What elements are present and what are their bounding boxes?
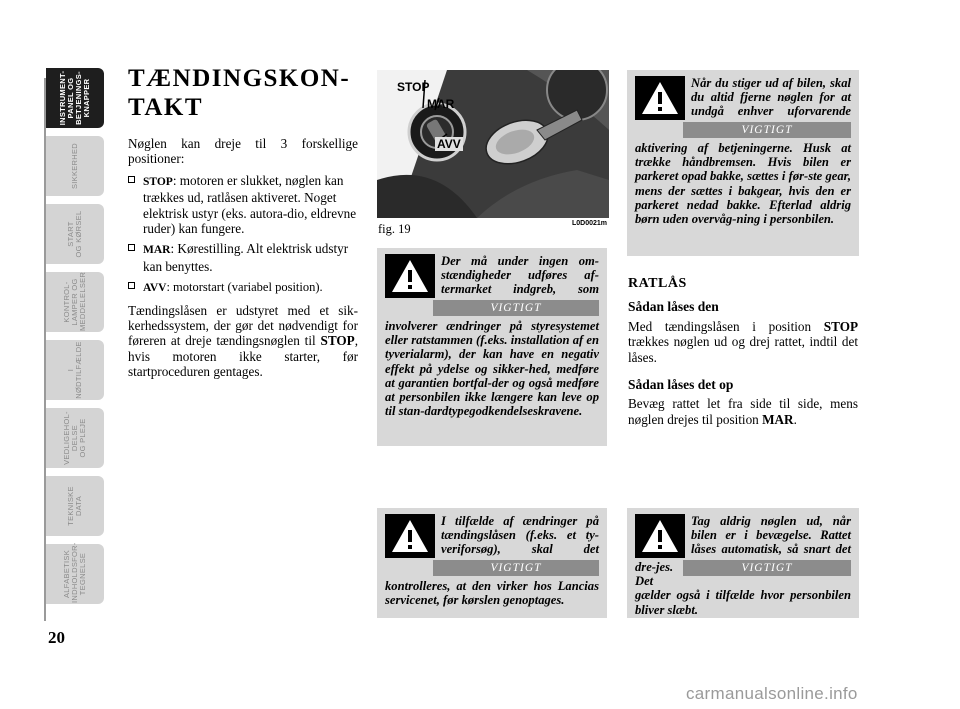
- position-key: STOP: [143, 175, 173, 188]
- unlock-paragraph: [628, 396, 858, 427]
- subheading-unlock: Sådan låses det op: [628, 377, 734, 393]
- warning-triangle-icon: [385, 254, 435, 298]
- list-item: [128, 279, 358, 296]
- checkbox-bullet-icon: [128, 282, 135, 289]
- para-text: Bevæg rattet let fra side til side, mens nøglen drejes til position: [628, 396, 858, 427]
- warning-box-remove-key: [627, 508, 859, 618]
- position-text: : motoren er slukket, nøglen kan trækkes ud, ratlåsen aktiveret. Noget elektrisk ustyr (eks. autora-dio, eldrevne ruder) kan fungere.: [143, 172, 357, 237]
- main-text: [128, 136, 358, 386]
- para-text: trækkes nøglen ud og drej rattet, indtil det låses.: [628, 334, 858, 365]
- steering-lock-section: [628, 276, 858, 439]
- tab-tekniske-data[interactable]: [46, 476, 104, 536]
- para-key: STOP: [823, 318, 859, 334]
- position-list: [128, 173, 358, 297]
- para-text: Tændingslåsen er udstyret med et sik-kerhedssystem, der gør det nødvendigt for føreren at dreje tændingsnøglen til: [128, 302, 358, 349]
- tab-label: SIKKERHED: [70, 142, 79, 190]
- tab-label: VEDLIGEHOL- DELSE OG PLEJE: [62, 411, 87, 465]
- ignition-figure: [377, 70, 609, 218]
- warning-box-ignition: [377, 508, 607, 618]
- label-mar: MAR: [427, 97, 455, 111]
- warning-box-steering: [377, 248, 607, 446]
- position-key: MAR: [143, 244, 171, 257]
- figure-caption: fig. 19: [378, 222, 411, 236]
- label-avv: AVV: [437, 137, 461, 151]
- tab-noedtilfaelde[interactable]: [46, 340, 104, 400]
- position-text: : motorstart (variabel position).: [166, 280, 323, 295]
- security-paragraph: [128, 303, 358, 380]
- page-title: [128, 64, 360, 122]
- tab-instrumentpanel[interactable]: [46, 68, 104, 128]
- position-text: : Kørestilling. Alt elektrisk udstyr kan benyttes.: [143, 241, 349, 274]
- warning-triangle-icon: [635, 76, 685, 120]
- para-text: Med tændingslåsen i position: [628, 318, 812, 334]
- tab-label: KONTROL- LAMPER OG MEDDELELSER: [62, 271, 87, 331]
- warning-box-leave-car: [627, 70, 859, 256]
- label-stop: STOP: [397, 80, 430, 94]
- tab-kontrollamper[interactable]: [46, 272, 104, 332]
- checkbox-bullet-icon: [128, 176, 135, 183]
- para-key: MAR: [762, 411, 794, 427]
- warning-text: Tag aldrig nøglen ud, når bilen er i bevægelse. Rattet låses automatisk, så snart det dre-jes. Det gælder også i tilfælde hvor personbilen bliver slæbt.: [635, 514, 851, 617]
- figure-code: L0D0021m: [572, 220, 608, 227]
- warning-title: VIGTIGT: [683, 560, 851, 576]
- lock-paragraph: [628, 319, 858, 365]
- tab-label: I NØDTILFÆLDE: [66, 341, 83, 399]
- warning-text: Der må under ingen om-stændigheder udføres af-termarket indgreb, som involverer ændringer på styresystemet eller ratstammen (f.eks. installation af en tyverialarm), der kan have en negativ effekt på ydelse og sikker-hed, medføre at garantien bortfal-der og også medføre at personbilen ikke længere kan leve op til stan-dardtypegodkendelseskravene.: [385, 254, 599, 419]
- para-text: .: [793, 411, 797, 427]
- tab-vedligeholdelse[interactable]: [46, 408, 104, 468]
- intro-paragraph: Nøglen kan dreje til 3 forskellige positioner:: [128, 136, 358, 167]
- warning-title: VIGTIGT: [433, 300, 599, 316]
- warning-triangle-icon: [385, 514, 435, 558]
- section-heading: RATLÅS: [628, 276, 687, 291]
- list-item: [128, 173, 358, 237]
- tab-label: START OG KØRSEL: [66, 210, 83, 258]
- checkbox-bullet-icon: [128, 244, 135, 251]
- tab-label: ALFABETISK INDHOLDSFOR- TEGNELSE: [62, 542, 87, 603]
- warning-title: VIGTIGT: [683, 122, 851, 138]
- warning-text: I tilfælde af ændringer på tændingslåsen (f.eks. et ty-veriforsøg), skal det kontrolleres, at den virker hos Lancias servicenet, før kørslen genoptages.: [385, 514, 599, 608]
- tab-indholdsfortegnelse[interactable]: [46, 544, 104, 604]
- warning-title: VIGTIGT: [433, 560, 599, 576]
- para-text: , hvis motoren ikke starter, før startproceduren gentages.: [128, 333, 358, 380]
- page-number: 20: [48, 628, 65, 647]
- subheading-lock: Sådan låses den: [628, 299, 719, 315]
- tab-sikkerhed[interactable]: [46, 136, 104, 196]
- list-item: [128, 241, 358, 274]
- warning-triangle-icon: [635, 514, 685, 558]
- tab-label: INSTRUMENT- PANEL OG BETJENINGS- KNAPPER: [58, 70, 91, 126]
- para-key: STOP: [320, 333, 355, 349]
- watermark: carmanualsonline.info: [686, 684, 858, 703]
- tab-label: TEKNISKE DATA: [66, 486, 83, 526]
- warning-text: Når du stiger ud af bilen, skal du altid fjerne nøglen for at undgå enhver uforvarende aktivering af betjeningerne. Husk at trække håndbremsen. Hvis bilen er parkeret opad bakke, sættes i før-ste gear, mens der sættes i bakgear, hvis den er parkeret nedad bakke. Efterlad aldrig børn uden overvåg-ning i personbilen.: [635, 76, 851, 227]
- tab-start[interactable]: [46, 204, 104, 264]
- position-key: AVV: [143, 282, 167, 295]
- page-title-text: TÆNDINGSKON- TAKT: [128, 65, 351, 121]
